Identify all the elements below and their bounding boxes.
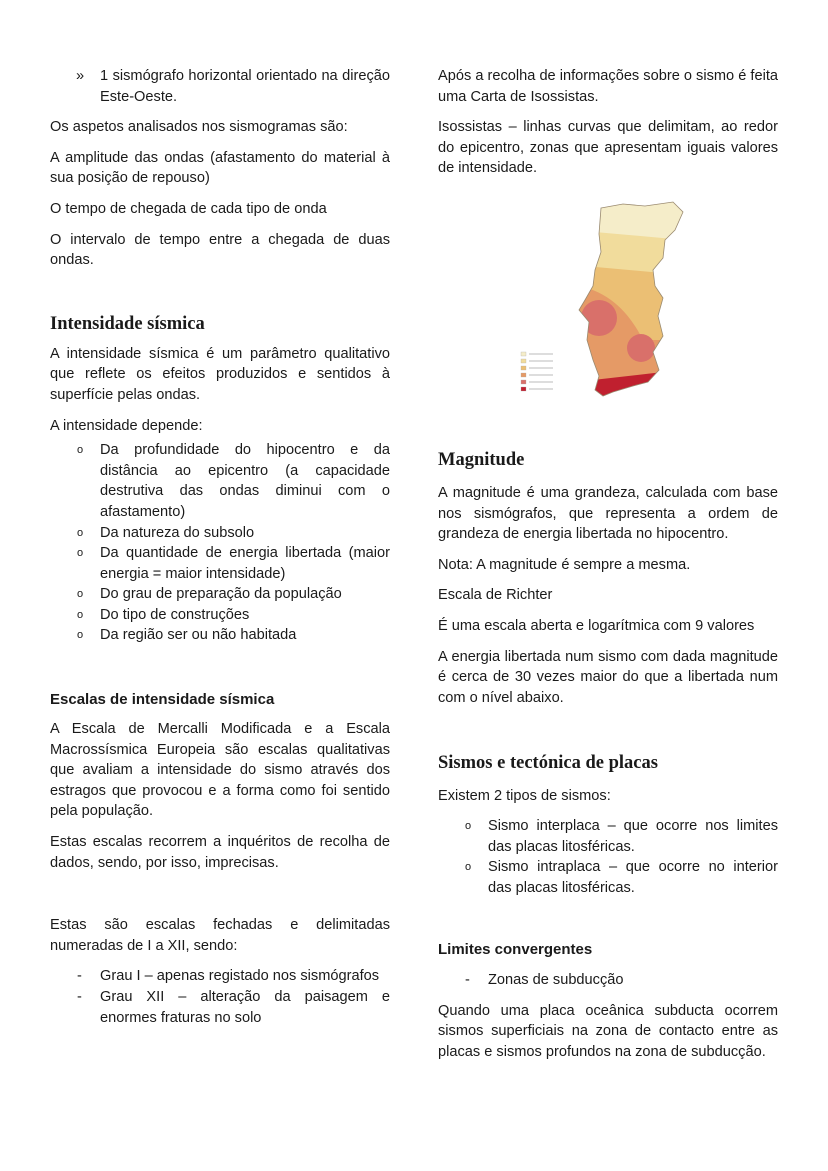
list-item [438,857,778,898]
section-heading: Intensidade sísmica [50,313,205,334]
aspect-paragraph: O tempo de chegada de cada tipo de onda [50,200,327,217]
section-heading: Escalas de intensidade sísmica [50,691,275,709]
list-item [50,66,390,107]
left-column [50,66,390,1028]
scales-paragraph: Estas escalas recorrem a inquéritos de recolha de dados, sendo, por isso, imprecisas. [50,834,390,871]
convergent-paragraph: Quando uma placa oceânica subducta ocorrem sismos superficiais na zona de contacto entre as placas e sismos profundos na zona de subducção. [438,1002,778,1061]
list-item-text: Grau XII – alteração da paisagem e enormes fraturas no solo [100,989,390,1026]
intensity-definition: A intensidade sísmica é um parâmetro qualitativo que reflete os efeitos produzidos e sentidos à superfície pelas ondas. [50,345,390,403]
circle-bullet: o [77,547,84,560]
grade-list [50,966,390,1028]
circle-bullet: o [77,608,84,621]
list-item-text: Da natureza do subsolo [100,524,255,541]
list-item [50,523,390,544]
magnitude-note: Nota: A magnitude é sempre a mesma. [438,556,691,573]
scales-paragraph: A Escala de Mercalli Modificada e a Escala Macrossísmica Europeia são escalas qualitativas que avaliam a intensidade do sismo através dos estragos que provocou e a forma como foi sentido pela população. [50,721,390,820]
isoseismal-paragraph: Isossistas – linhas curvas que delimitam, ao redor do epicentro, zonas que apresentam iguais valores de intensidade. [438,119,778,177]
list-item [50,584,390,605]
dash-bullet: - [465,972,470,989]
circle-bullet: o [77,444,84,457]
portugal-isoseismal-map-image [513,190,685,412]
map-legend [521,352,553,391]
circle-bullet: o [77,526,84,539]
types-list [438,816,778,898]
list-item [50,625,390,646]
list-item-text: Da profundidade do hipocentro e da distância ao epicentro (a capacidade destrutiva das ondas diminui com o afastamento) [100,442,390,520]
list-item [50,605,390,626]
list-item-text: 1 sismógrafo horizontal orientado na direção Este-Oeste. [100,68,390,105]
aspect-paragraph: A amplitude das ondas (afastamento do material à sua posição de repouso) [50,149,390,187]
list-item-text: Do grau de preparação da população [100,586,342,603]
circle-bullet: o [465,819,472,832]
list-item [438,816,778,857]
list-item-text: Do tipo de construções [100,606,250,623]
list-item [50,987,390,1028]
section-heading: Limites convergentes [438,941,593,959]
aspect-paragraph: O intervalo de tempo entre a chegada de duas ondas. [50,231,390,269]
depends-intro: A intensidade depende: [50,417,203,434]
list-item [50,966,390,987]
isoseismal-map [513,190,685,412]
seismograph-list [50,66,390,107]
list-item-text: Sismo intraplaca – que ocorre no interior das placas litosféricas. [488,859,778,896]
list-item [50,440,390,522]
types-intro: Existem 2 tipos de sismos: [438,788,611,805]
circle-bullet: o [77,629,84,642]
list-item [438,970,778,991]
list-item-text: Grau I – apenas registado nos sismógrafos [100,968,380,985]
list-item-text: Da quantidade de energia libertada (maior energia = maior intensidade) [100,545,390,582]
section-heading: Sismos e tectónica de placas [438,753,658,774]
circle-bullet: o [77,588,84,601]
isoseismal-paragraph: Após a recolha de informações sobre o sismo é feita uma Carta de Isossistas. [438,68,778,105]
list-item [50,543,390,584]
dash-bullet: - [77,968,82,985]
richter-label: Escala de Richter [438,587,553,604]
raquo-bullet: » [76,68,85,84]
list-item-text: Da região ser ou não habitada [100,627,297,644]
scales-paragraph: Estas são escalas fechadas e delimitadas numeradas de I a XII, sendo: [50,917,390,954]
list-item-text: Zonas de subducção [488,972,624,989]
aspects-intro: Os aspetos analisados nos sismogramas são: [50,119,348,136]
zone-5 [581,300,617,336]
energy-paragraph: A energia libertada num sismo com dada magnitude é cerca de 30 vezes maior do que a libertada num com o nível abaixo. [438,648,778,706]
list-item-text: Sismo interplaca – que ocorre nos limites das placas litosféricas. [488,817,778,855]
magnitude-paragraph: A magnitude é uma grandeza, calculada com base nos sismógrafos, que representa a ordem de grandeza de energia libertada no hipocentro. [438,484,778,543]
dash-bullet: - [77,989,82,1005]
depends-list [50,440,390,646]
zone-5b [627,334,655,362]
richter-description: É uma escala aberta e logarítmica com 9 valores [438,617,755,634]
circle-bullet: o [465,861,472,874]
section-heading: Magnitude [438,449,525,470]
convergent-list [438,970,778,991]
